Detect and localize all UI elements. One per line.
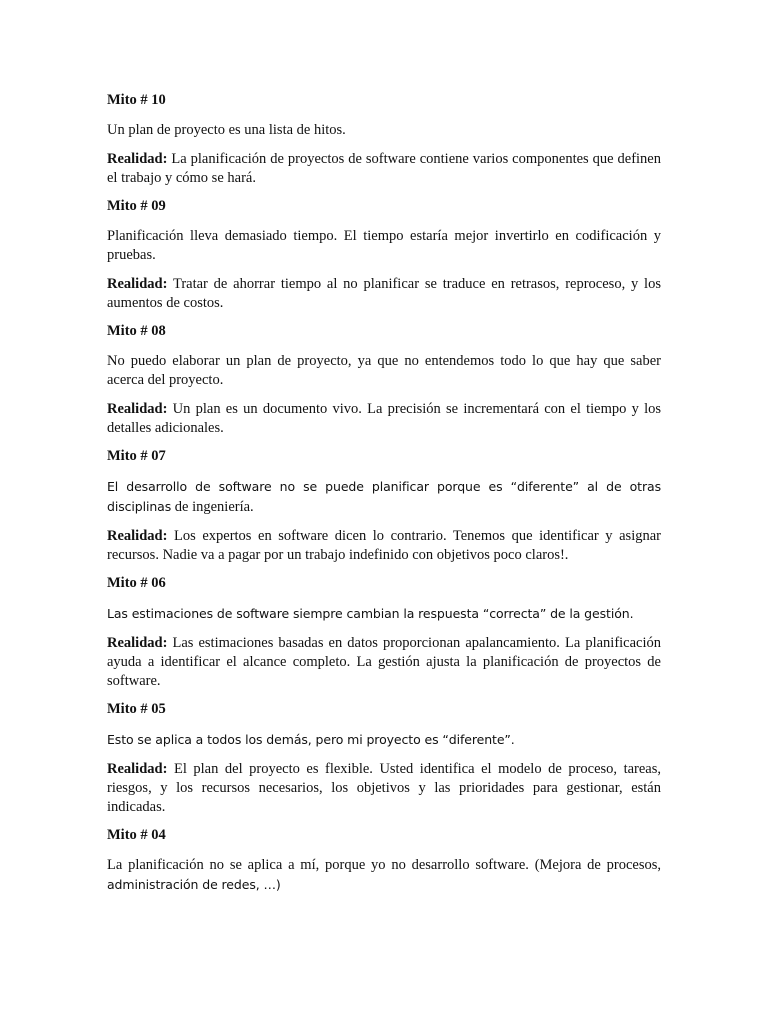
myth-reality xyxy=(107,760,661,817)
myth-reality xyxy=(107,527,661,565)
reality-text: El plan del proyecto es flexible. Usted identifica el modelo de proceso, tareas, riesgos, y los recursos necesarios, los objetivos y las prioridades para gestionar, están indicadas. xyxy=(107,761,662,815)
reality-label: Realidad: xyxy=(107,276,168,292)
reality-label: Realidad: xyxy=(107,528,168,544)
myth-05 xyxy=(107,700,661,817)
reality-text: Los expertos en software dicen lo contrario. Tenemos que identificar y asignar recursos. Nadie va a pagar por un trabajo indefinido con objetivos poco claros!. xyxy=(107,528,661,563)
reality-text: Un plan es un documento vivo. La precisión se incrementará con el tiempo y los detalles adicionales. xyxy=(107,401,661,436)
myth-title: Mito # 08 xyxy=(107,323,166,339)
reality-label: Realidad: xyxy=(107,635,168,651)
myth-reality xyxy=(107,400,661,438)
statement-alt-rest-text: administración de redes, …) xyxy=(107,877,281,892)
reality-text: Tratar de ahorrar tiempo al no planificar se traduce en retrasos, reproceso, y los aumentos de costos. xyxy=(107,276,661,311)
myth-statement: Un plan de proyecto es una lista de hitos. xyxy=(107,122,346,138)
statement-text: La planificación no se aplica a mí, porque yo no desarrollo software. (Mejora de procesos, xyxy=(107,857,661,873)
myth-title: Mito # 04 xyxy=(107,827,166,843)
statement-rest-text: de ingeniería. xyxy=(174,499,254,515)
myth-statement xyxy=(107,730,661,750)
reality-label: Realidad: xyxy=(107,761,168,777)
statement-alt-text: Las estimaciones de software siempre cambian la respuesta “correcta” de la gestión. xyxy=(107,606,634,621)
myth-title: Mito # 09 xyxy=(107,198,166,214)
myth-statement: Planificación lleva demasiado tiempo. El tiempo estaría mejor invertirlo en codificación y pruebas. xyxy=(107,228,661,263)
myth-statement xyxy=(107,856,661,895)
reality-label: Realidad: xyxy=(107,401,168,417)
myth-statement xyxy=(107,477,661,517)
statement-alt-text: Esto se aplica a todos los demás, pero mi proyecto es “diferente”. xyxy=(107,732,515,747)
reality-text: La planificación de proyectos de software contiene varios componentes que definen el trabajo y cómo se hará. xyxy=(107,151,661,186)
myth-04 xyxy=(107,826,661,895)
myth-reality xyxy=(107,275,661,313)
myth-10 xyxy=(107,91,661,188)
myth-reality xyxy=(107,634,661,691)
myth-title: Mito # 05 xyxy=(107,701,166,717)
reality-text: Las estimaciones basadas en datos proporcionan apalancamiento. La planificación ayuda a identificar el alcance completo. La gestión ajusta la planificación de proyectos de software. xyxy=(107,635,662,689)
myth-reality xyxy=(107,150,661,188)
statement-alt-text: El desarrollo de software no se puede planificar porque es “diferente” al de otras disciplinas xyxy=(107,479,661,514)
myth-06 xyxy=(107,574,661,691)
myth-title: Mito # 07 xyxy=(107,448,166,464)
myth-title: Mito # 10 xyxy=(107,92,166,108)
myth-08 xyxy=(107,322,661,438)
myth-title: Mito # 06 xyxy=(107,575,166,591)
reality-label: Realidad: xyxy=(107,151,168,167)
myth-statement: No puedo elaborar un plan de proyecto, ya que no entendemos todo lo que hay que saber acerca del proyecto. xyxy=(107,353,661,388)
myth-09 xyxy=(107,197,661,313)
myth-statement xyxy=(107,604,661,624)
myth-07 xyxy=(107,447,661,565)
